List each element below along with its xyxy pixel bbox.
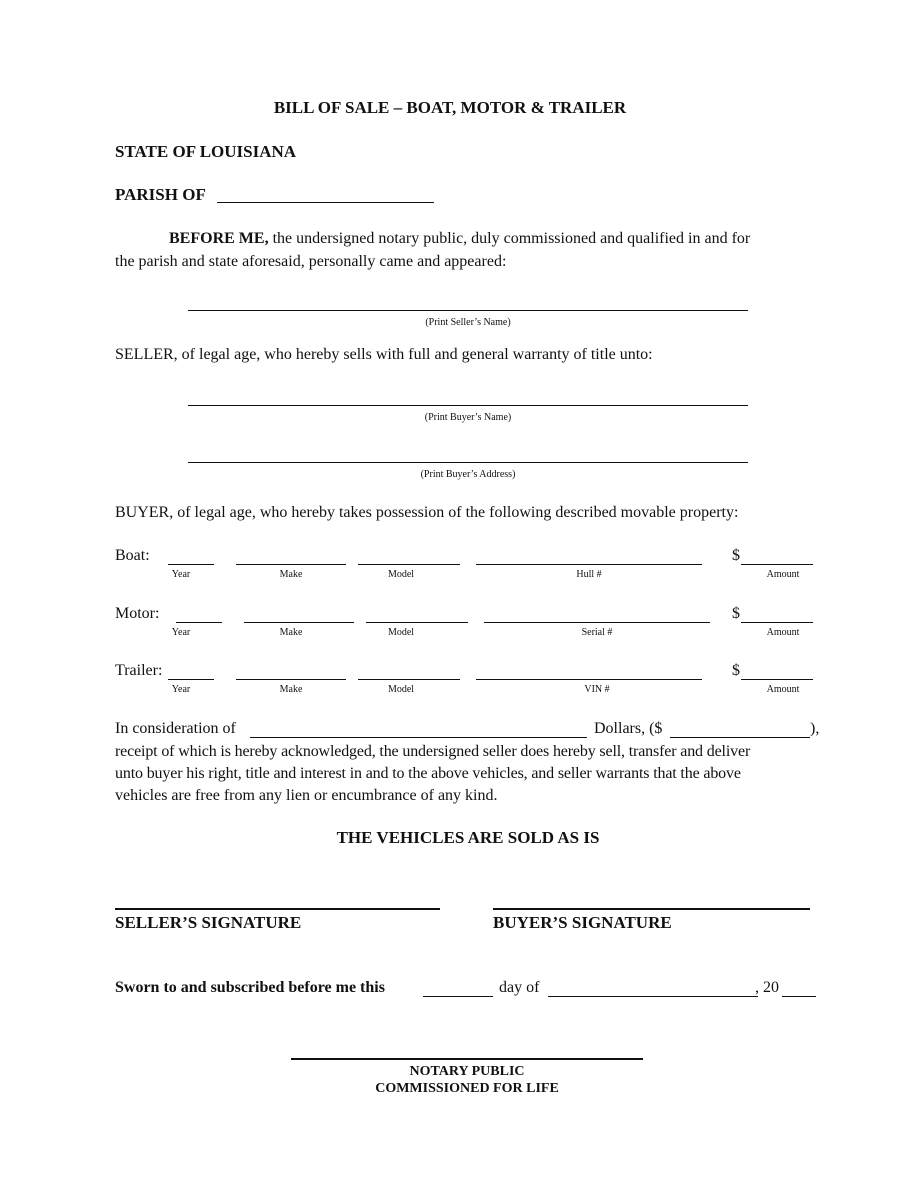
- sworn-text: Sworn to and subscribed before me this: [115, 979, 385, 996]
- consideration-line3: unto buyer his right, title and interest in and to the above vehicles, and seller warrants that the above: [115, 765, 741, 782]
- boat-year-caption: Year: [171, 569, 191, 580]
- boat-hull-caption: Hull #: [576, 569, 602, 580]
- consideration-line2: receipt of which is hereby acknowledged, the undersigned seller does hereby sell, transfer and deliver: [115, 743, 751, 760]
- motor-label: Motor:: [115, 605, 160, 622]
- seller-text: SELLER, of legal age, who hereby sells with full and general warranty of title unto:: [115, 346, 653, 363]
- year-prefix: , 20: [755, 979, 779, 996]
- buyer-text: BUYER, of legal age, who hereby takes possession of the following described movable property:: [115, 504, 739, 521]
- trailer-make-field[interactable]: [236, 679, 346, 680]
- boat-hull-field[interactable]: [476, 564, 702, 565]
- seller-name-field[interactable]: [188, 310, 748, 311]
- notary-line2: COMMISSIONED FOR LIFE: [375, 1081, 559, 1096]
- notary-signature-line[interactable]: [291, 1058, 643, 1060]
- trailer-amount-caption: Amount: [766, 684, 800, 695]
- day-of-label: day of: [499, 979, 540, 996]
- motor-dollar-sign: $: [732, 605, 740, 622]
- boat-model-field[interactable]: [358, 564, 460, 565]
- before-me-bold: BEFORE ME,: [169, 230, 269, 247]
- boat-make-caption: Make: [279, 569, 303, 580]
- motor-model-caption: Model: [387, 627, 415, 638]
- dollars-label: Dollars, ($: [594, 720, 663, 737]
- motor-make-caption: Make: [279, 627, 303, 638]
- motor-year-field[interactable]: [176, 622, 222, 623]
- before-me-rest: the undersigned notary public, duly commissioned and qualified in and for: [268, 230, 751, 247]
- state-line: STATE OF LOUISIANA: [115, 142, 297, 161]
- motor-amount-caption: Amount: [766, 627, 800, 638]
- consideration-amount-field[interactable]: [670, 737, 810, 738]
- sworn-day-field[interactable]: [423, 996, 493, 997]
- boat-make-field[interactable]: [236, 564, 346, 565]
- trailer-make-caption: Make: [279, 684, 303, 695]
- trailer-year-field[interactable]: [168, 679, 214, 680]
- parish-field[interactable]: [217, 202, 434, 203]
- consideration-label: In consideration of: [115, 720, 236, 737]
- sold-as-is-heading: THE VEHICLES ARE SOLD AS IS: [336, 828, 600, 847]
- motor-model-field[interactable]: [366, 622, 468, 623]
- trailer-vin-caption: VIN #: [584, 684, 610, 695]
- before-me-line1: [169, 230, 750, 248]
- buyer-name-field[interactable]: [188, 405, 748, 406]
- boat-amount-field[interactable]: [741, 564, 813, 565]
- buyer-signature-line[interactable]: [493, 908, 810, 910]
- dollars-close: ),: [810, 720, 820, 737]
- trailer-label: Trailer:: [115, 662, 163, 679]
- motor-make-field[interactable]: [244, 622, 354, 623]
- document-title: BILL OF SALE – BOAT, MOTOR & TRAILER: [273, 98, 627, 117]
- boat-model-caption: Model: [387, 569, 415, 580]
- trailer-year-caption: Year: [171, 684, 191, 695]
- buyer-name-caption: (Print Buyer’s Name): [424, 412, 512, 423]
- seller-name-caption: (Print Seller’s Name): [425, 317, 511, 328]
- trailer-vin-field[interactable]: [476, 679, 702, 680]
- boat-amount-caption: Amount: [766, 569, 800, 580]
- parish-label: PARISH OF: [115, 185, 206, 204]
- consideration-line4: vehicles are free from any lien or encumbrance of any kind.: [115, 787, 498, 804]
- boat-label: Boat:: [115, 547, 150, 564]
- buyer-signature-label: BUYER’S SIGNATURE: [493, 913, 672, 932]
- trailer-dollar-sign: $: [732, 662, 740, 679]
- buyer-address-caption: (Print Buyer’s Address): [420, 469, 516, 480]
- motor-amount-field[interactable]: [741, 622, 813, 623]
- boat-dollar-sign: $: [732, 547, 740, 564]
- trailer-amount-field[interactable]: [741, 679, 813, 680]
- sworn-month-field[interactable]: [548, 996, 758, 997]
- seller-signature-label: SELLER’S SIGNATURE: [115, 913, 302, 932]
- motor-serial-field[interactable]: [484, 622, 710, 623]
- buyer-address-field[interactable]: [188, 462, 748, 463]
- boat-year-field[interactable]: [168, 564, 214, 565]
- before-me-line2: the parish and state aforesaid, personally came and appeared:: [115, 253, 507, 270]
- motor-year-caption: Year: [171, 627, 191, 638]
- notary-line1: NOTARY PUBLIC: [409, 1064, 525, 1079]
- consideration-amount-words-field[interactable]: [250, 737, 587, 738]
- trailer-model-caption: Model: [387, 684, 415, 695]
- seller-signature-line[interactable]: [115, 908, 440, 910]
- trailer-model-field[interactable]: [358, 679, 460, 680]
- motor-serial-caption: Serial #: [581, 627, 613, 638]
- sworn-year-field[interactable]: [782, 996, 816, 997]
